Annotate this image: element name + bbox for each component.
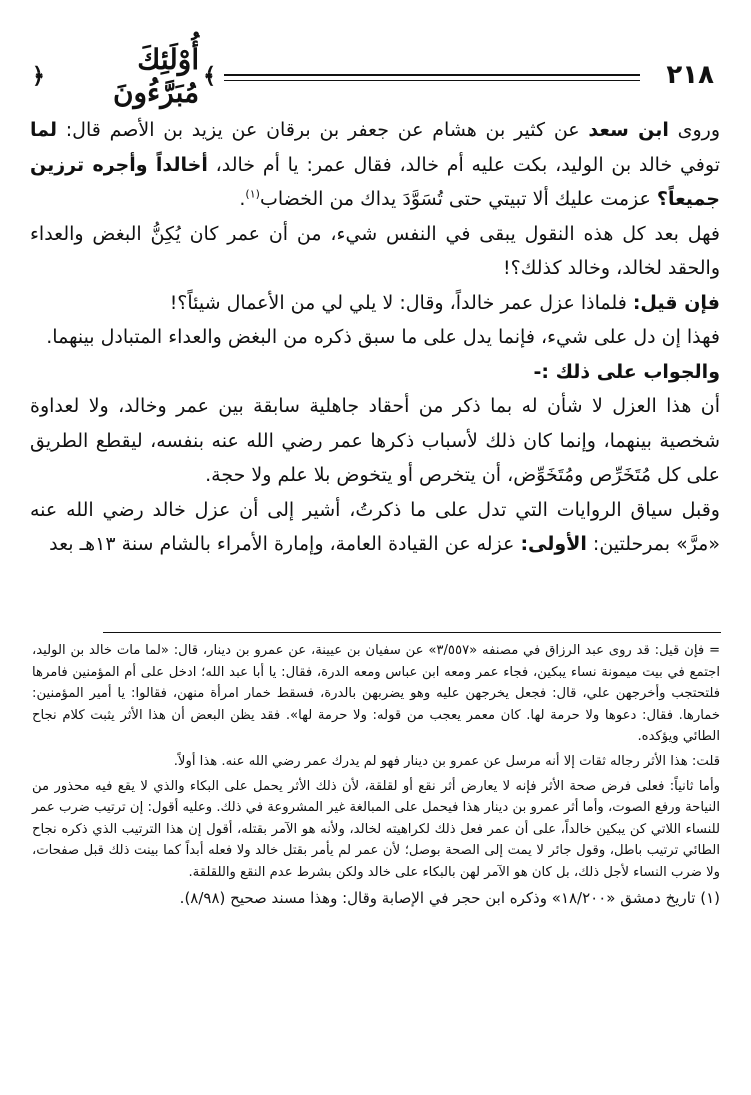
ornament-open-bracket: ﴾ (203, 63, 216, 89)
paragraph-answer: أن هذا العزل لا شأن له بما ذكر من أحقاد جاهلية سابقة بين عمر وخالد، ولا لعداوة شخصية بينهما، وإنما كان ذلك لأسباب ذكرها عمر رضي الله عنه بنفسه، ليقطع الطريق على كل مُتَخَرِّص ومُتَخَوِّض، أن يتخرص أو يتخوض بلا علم ولا حجة. (30, 395, 720, 486)
header-rule (224, 74, 640, 81)
footnote-second-point: وأما ثانياً: فعلى فرض صحة الأثر فإنه لا يعارض أثر نقع أو لقلقة، لأن ذلك الأثر يحمل على البكاء والذي لا يقع فيه محذور من النياحة ورفع الصوت، وأما أثر عمرو بن دينار هذا فيحمل على المبالغة غير المشروعة في ذلك. وعليه أقول: إن ترتيب ضرب عمر للنساء اللاتي كن يبكين خالداً، على أن عمر فعل ذلك لكراهيته لخالد، ولأنه هو الآمر بقتله، أقول إن هذا الترتيب الذي ذكره نجاح الطائي ترتيب باطل، وقول جائر لا يمت إلى الصحة بوصل؛ لأن عمر لم يأمر بقتل خالد ولا فعله أبداً كما بينت ذلك قبل صفحات، ولا ضرب النساء لأجل ذلك، بل كان هو الآمر لهن بالبكاء على خالد ولكن بشرط عدم النقع واللقلقة. (32, 778, 720, 880)
main-text (30, 113, 720, 562)
footnote-continuation: = فإن قيل: قد روى عبد الرزاق في مصنفه «٣/٥٥٧» عن سفيان بن عيينة، عن عمرو بن دينار، قال: «لما مات خالد بن الوليد، اجتمع في بيت ميمونة نساء يبكين، فجاء عمر ومعه ابن عباس ومعه الدرة، فقال: يا أبا عبد الله؛ ادخل على أم المؤمنين فامرها فلتحتجب وأخرجهن علي، قال: فجعل يخرجهن عليه وهو يضربهن بالدرة، فسقط خمار امرأة منهن، فقالوا: يا أمير المؤمنين: خمارها. فقال: دعوها ولا حرمة لها. كان معمر يعجب من قوله: ولا حرمة لها». فقد يظن البعض أن هذا الأثر يثبت كلام نجاح الطائي ويؤكده. (32, 643, 720, 745)
page-number: ٢١٨ (666, 60, 714, 90)
paragraph-question: فهل بعد كل هذه النقول يبقى في النفس شيء، من أن عمر كان يُكِنُّ البغض والعداء والحقد لخالد، وخالد كذلك؟! (30, 222, 720, 279)
running-title (28, 43, 220, 109)
paragraph-claim: فهذا إن دل على شيء، فإنما يدل على ما سبق ذكره من البغض والعداء المتبادل بينهما. (46, 326, 720, 348)
paragraph-narration: وروى ابن سعد عن كثير بن هشام عن جعفر بن برقان عن يزيد بن الأصم قال: لما توفي خالد بن الوليد، بكت عليه أم خالد، فقال عمر: يا أم خالد، أخالداً وأجره ترزين جميعاً؟ عزمت عليك ألا تبيتي حتى تُسَوَّدَ يداك من الخضاب$^{(١)}$. (30, 119, 720, 210)
footnotes (32, 640, 720, 909)
paragraph-objection: فإن قيل: فلماذا عزل عمر خالداً، وقال: لا يلي لي من الأعمال شيئاً؟! (169, 291, 720, 314)
paragraph-stages: وقبل سياق الروايات التي تدل على ما ذكرتُ، أشير إلى أن عزل خالد رضي الله عنه «مرَّ» بمرحلتين: الأولى: عزله عن القيادة العامة، وإمارة الأمراء بالشام سنة ١٣هـ بعد (30, 498, 720, 555)
footnote-1: (١) تاريخ دمشق «١٨/٢٠٠» وذكره ابن حجر في الإصابة وقال: وهذا مسند صحيح (٨/٩٨). (179, 888, 720, 907)
narrator-name: ابن سعد (588, 119, 669, 141)
footnote-separator (103, 632, 721, 633)
footnote-ref-1: (١) (245, 187, 260, 201)
quoted-phrase: أخالداً وأجره ترزين جميعاً؟ (30, 153, 720, 210)
ornament-close-bracket: ﴿ (32, 63, 45, 89)
answer-heading: والجواب على ذلك :- (533, 360, 720, 383)
book-title: أُوْلَئِكَ مُبَرَّءُونَ (112, 43, 200, 109)
page-header (28, 43, 718, 109)
footnote-comment: قلت: هذا الأثر رجاله ثقات إلا أنه مرسل عن عمرو بن دينار فهو لم يدرك عمر رضي الله عنه. هذا أولاً. (173, 753, 720, 769)
